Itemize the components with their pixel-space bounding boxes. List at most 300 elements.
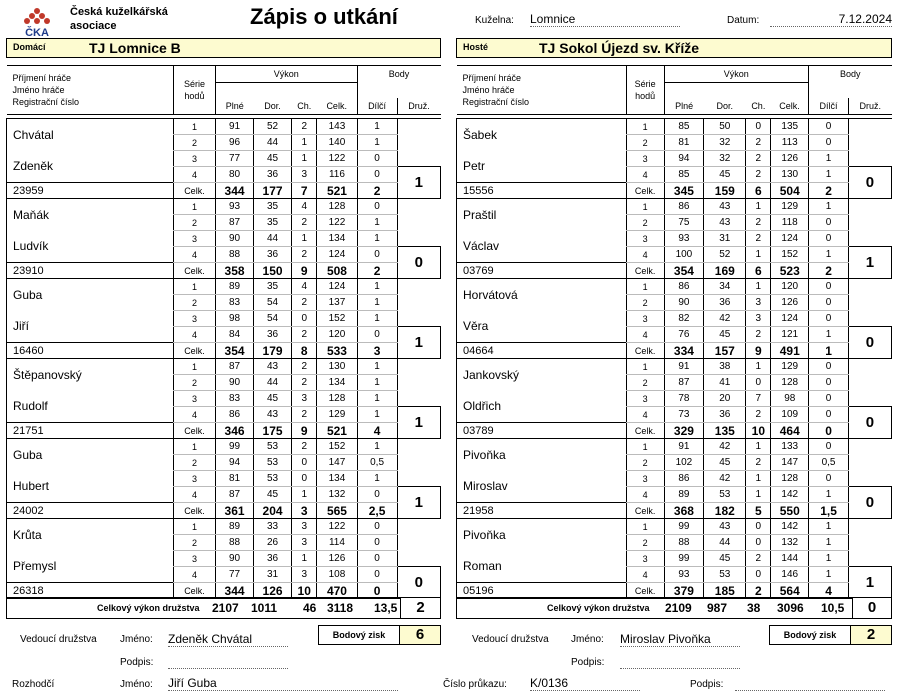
home-col-full: Plné: [216, 98, 254, 114]
away-col-miss: Ch.: [746, 98, 771, 114]
home-gain-label: Bodový zisk: [318, 625, 400, 645]
player-team-points: 1: [848, 567, 891, 599]
total-label: Celk.: [173, 423, 215, 439]
series-value: 128: [317, 199, 357, 215]
player-reg-number: 05196: [457, 583, 627, 599]
series-value: 2: [746, 327, 771, 343]
series-value: 152: [317, 311, 357, 327]
series-value: 44: [254, 375, 292, 391]
series-value: 128: [771, 375, 809, 391]
series-row: [457, 199, 892, 215]
series-value: 132: [317, 487, 357, 503]
player-total-value: 334: [664, 343, 704, 359]
series-points: 1: [809, 167, 849, 183]
away-total-miss: 38: [747, 601, 761, 615]
series-value: 2: [292, 119, 317, 135]
total-label: Celk.: [626, 503, 664, 519]
series-row: [457, 519, 892, 535]
home-gain-value: 6: [399, 625, 441, 645]
player-total-value: 9: [292, 423, 317, 439]
series-value: 114: [317, 535, 357, 551]
away-label: Hosté: [463, 42, 489, 52]
series-value: 0: [746, 119, 771, 135]
series-value: 134: [317, 471, 357, 487]
series-number: 1: [173, 119, 215, 135]
series-number: 2: [173, 135, 215, 151]
series-number: 4: [626, 167, 664, 183]
series-value: 2: [292, 247, 317, 263]
series-value: 87: [216, 359, 254, 375]
player-total-value: 564: [771, 583, 809, 599]
series-value: 50: [704, 119, 746, 135]
player-team-points: 0: [848, 167, 891, 199]
player-total-points: 2: [809, 183, 849, 199]
total-label: Celk.: [173, 343, 215, 359]
series-value: 147: [317, 455, 357, 471]
player-total-row: [7, 503, 441, 519]
series-value: 44: [704, 535, 746, 551]
player-reg-number: 23910: [7, 263, 174, 279]
series-value: 32: [704, 135, 746, 151]
series-row: [7, 311, 441, 327]
series-value: 53: [704, 487, 746, 503]
player-total-points: 4: [809, 583, 849, 599]
away-name-label: Jméno:: [571, 634, 604, 645]
away-team-bar: [456, 38, 892, 58]
series-points: 0: [809, 311, 849, 327]
series-value: 43: [254, 407, 292, 423]
series-value: 2: [746, 551, 771, 567]
series-points: 1: [357, 295, 397, 311]
player-total-points: 2: [357, 263, 397, 279]
series-points: 1: [357, 311, 397, 327]
player-reg-number: 03769: [457, 263, 627, 279]
series-value: 82: [664, 311, 704, 327]
series-number: 1: [173, 439, 215, 455]
player-total-row: [457, 263, 892, 279]
series-points: 1: [357, 375, 397, 391]
series-value: 84: [216, 327, 254, 343]
player-total-row: [7, 423, 441, 439]
series-value: 83: [216, 391, 254, 407]
series-value: 2: [292, 359, 317, 375]
series-row: [7, 119, 441, 135]
home-col-ind: Dílčí: [357, 98, 397, 114]
date-value: 7.12.2024: [770, 12, 892, 27]
player-total-value: 533: [317, 343, 357, 359]
player-firstname: Roman: [457, 551, 627, 583]
series-value: 1: [292, 231, 317, 247]
player-total-value: 354: [216, 343, 254, 359]
series-value: 99: [664, 551, 704, 567]
series-value: 1: [292, 135, 317, 151]
venue-label: Kuželna:: [475, 15, 514, 26]
series-number: 2: [626, 455, 664, 471]
player-team-points: 1: [397, 407, 440, 439]
referee-name-label: Jméno:: [120, 679, 153, 690]
series-value: 3: [746, 295, 771, 311]
away-team-total: [456, 597, 853, 619]
player-firstname: Jiří: [7, 311, 174, 343]
series-row: [7, 519, 441, 535]
series-value: 98: [771, 391, 809, 407]
series-value: 2: [746, 135, 771, 151]
series-value: 44: [254, 135, 292, 151]
series-value: 152: [317, 439, 357, 455]
series-value: 128: [771, 471, 809, 487]
series-value: 36: [254, 167, 292, 183]
organization-name: [70, 5, 168, 33]
series-points: 0: [809, 231, 849, 247]
series-number: 4: [626, 407, 664, 423]
player-total-value: 159: [704, 183, 746, 199]
away-total-full: 2109: [665, 601, 692, 615]
total-label: Celk.: [626, 343, 664, 359]
series-value: 42: [704, 471, 746, 487]
series-value: 45: [704, 551, 746, 567]
player-total-value: 470: [317, 583, 357, 599]
series-value: 89: [216, 279, 254, 295]
player-total-value: 464: [771, 423, 809, 439]
player-surname: Maňák: [7, 199, 174, 231]
series-value: 45: [704, 167, 746, 183]
series-value: 108: [317, 567, 357, 583]
cka-logo: [8, 2, 66, 38]
series-value: 45: [254, 487, 292, 503]
series-number: 4: [173, 247, 215, 263]
series-value: 1: [746, 487, 771, 503]
player-reg-number: 23959: [7, 183, 174, 199]
player-total-value: 2: [746, 583, 771, 599]
series-value: 93: [664, 231, 704, 247]
org-line-2: asociace: [70, 20, 117, 32]
player-team-points: 0: [397, 247, 440, 279]
series-value: 133: [771, 439, 809, 455]
series-points: 0: [809, 375, 849, 391]
series-value: 53: [254, 455, 292, 471]
series-value: 87: [216, 215, 254, 231]
away-team-name: TJ Sokol Újezd sv. Kříže: [539, 40, 700, 56]
player-total-value: 126: [254, 583, 292, 599]
total-label: Celk.: [173, 583, 215, 599]
series-value: 90: [216, 551, 254, 567]
series-value: 38: [704, 359, 746, 375]
series-points: 1: [357, 279, 397, 295]
series-points: 0: [809, 471, 849, 487]
series-value: 43: [704, 519, 746, 535]
player-firstname: Oldřich: [457, 391, 627, 423]
series-value: 36: [254, 327, 292, 343]
series-value: 89: [216, 519, 254, 535]
series-points: 0: [809, 295, 849, 311]
player-total-value: 185: [704, 583, 746, 599]
player-firstname: Přemysl: [7, 551, 174, 583]
series-value: 2: [292, 439, 317, 455]
series-number: 2: [626, 295, 664, 311]
player-total-value: 329: [664, 423, 704, 439]
series-value: 45: [704, 455, 746, 471]
player-total-row: [7, 183, 441, 199]
series-value: 143: [317, 119, 357, 135]
series-value: 129: [317, 407, 357, 423]
series-value: 122: [317, 215, 357, 231]
series-value: 118: [771, 215, 809, 231]
series-value: 77: [216, 567, 254, 583]
home-leader-name: Zdeněk Chvátal: [168, 632, 288, 647]
player-reg-number: 24002: [7, 503, 174, 519]
series-value: 1: [746, 359, 771, 375]
series-number: 1: [626, 359, 664, 375]
away-col-performance: Výkon: [664, 66, 809, 83]
series-number: 4: [626, 567, 664, 583]
away-col-total: Celk.: [771, 98, 809, 114]
series-number: 3: [173, 151, 215, 167]
series-value: 2: [746, 167, 771, 183]
series-value: 126: [317, 551, 357, 567]
series-value: 124: [317, 279, 357, 295]
away-col-full: Plné: [664, 98, 704, 114]
series-points: 0: [809, 439, 849, 455]
card-value: K/0136: [530, 676, 640, 691]
home-total-full: 2107: [212, 601, 239, 615]
player-surname: Horvátová: [457, 279, 627, 311]
series-number: 1: [173, 519, 215, 535]
series-value: 78: [664, 391, 704, 407]
series-number: 3: [173, 391, 215, 407]
series-points: 0: [357, 327, 397, 343]
player-total-value: 5: [746, 503, 771, 519]
player-total-value: 204: [254, 503, 292, 519]
referee-name: Jiří Guba: [168, 676, 398, 691]
series-value: 99: [664, 519, 704, 535]
player-reg-number: 03789: [457, 423, 627, 439]
player-total-value: 358: [216, 263, 254, 279]
series-points: 1: [357, 439, 397, 455]
player-total-row: [7, 263, 441, 279]
series-number: 4: [173, 327, 215, 343]
player-team-points: 1: [848, 247, 891, 279]
home-sign-label: Podpis:: [120, 657, 154, 668]
series-number: 3: [173, 551, 215, 567]
player-firstname: Ludvík: [7, 231, 174, 263]
player-total-value: 7: [292, 183, 317, 199]
series-points: 1: [357, 135, 397, 151]
series-value: 80: [216, 167, 254, 183]
series-number: 2: [173, 375, 215, 391]
player-firstname: Hubert: [7, 471, 174, 503]
series-value: 122: [317, 151, 357, 167]
player-total-value: 521: [317, 183, 357, 199]
series-value: 0: [292, 471, 317, 487]
series-points: 0: [809, 407, 849, 423]
player-total-value: 346: [216, 423, 254, 439]
away-col-series: Série hodů: [626, 66, 664, 115]
series-value: 1: [746, 247, 771, 263]
player-team-points: 0: [848, 407, 891, 439]
total-label: Celk.: [173, 503, 215, 519]
series-points: 1: [809, 567, 849, 583]
away-total-team-pts: 0: [852, 597, 892, 619]
series-number: 3: [626, 551, 664, 567]
player-reg-number: 04664: [457, 343, 627, 359]
series-points: 1: [809, 487, 849, 503]
series-row: [457, 359, 892, 375]
player-team-points: 0: [397, 567, 440, 599]
player-total-value: 9: [746, 343, 771, 359]
player-surname: Guba: [7, 279, 174, 311]
series-value: 52: [254, 119, 292, 135]
series-row: [457, 391, 892, 407]
player-total-value: 550: [771, 503, 809, 519]
player-total-value: 135: [704, 423, 746, 439]
player-total-value: 491: [771, 343, 809, 359]
series-value: 124: [771, 311, 809, 327]
series-value: 147: [771, 455, 809, 471]
series-points: 1: [809, 535, 849, 551]
player-surname: Pivoňka: [457, 519, 627, 551]
series-value: 1: [292, 151, 317, 167]
series-row: [7, 279, 441, 295]
series-value: 100: [664, 247, 704, 263]
player-total-value: 508: [317, 263, 357, 279]
series-value: 45: [254, 391, 292, 407]
series-value: 142: [771, 487, 809, 503]
home-total-clear: 1011: [251, 601, 278, 615]
series-value: 96: [216, 135, 254, 151]
home-team-bar: [6, 38, 441, 58]
series-points: 1: [809, 199, 849, 215]
player-total-value: 10: [746, 423, 771, 439]
player-total-value: 8: [292, 343, 317, 359]
player-firstname: Věra: [457, 311, 627, 343]
player-surname: Jankovský: [457, 359, 627, 391]
series-value: 3: [746, 311, 771, 327]
series-value: 2: [292, 327, 317, 343]
series-points: 0: [357, 199, 397, 215]
series-value: 89: [664, 487, 704, 503]
series-value: 2: [746, 455, 771, 471]
series-value: 142: [771, 519, 809, 535]
player-total-value: 345: [664, 183, 704, 199]
series-value: 1: [292, 551, 317, 567]
player-total-value: 523: [771, 263, 809, 279]
series-value: 124: [317, 247, 357, 263]
home-total-miss: 46: [303, 601, 317, 615]
player-total-value: 6: [746, 183, 771, 199]
series-number: 3: [626, 471, 664, 487]
series-value: 35: [254, 199, 292, 215]
player-total-value: 182: [704, 503, 746, 519]
series-value: 91: [664, 439, 704, 455]
series-value: 75: [664, 215, 704, 231]
series-value: 77: [216, 151, 254, 167]
player-surname: Krůta: [7, 519, 174, 551]
away-gain-label: Bodový zisk: [769, 625, 851, 645]
series-number: 2: [173, 295, 215, 311]
series-value: 34: [704, 279, 746, 295]
series-value: 4: [292, 199, 317, 215]
series-number: 1: [626, 199, 664, 215]
away-leader-label: Vedoucí družstva: [472, 634, 549, 645]
player-total-row: [457, 503, 892, 519]
series-value: 0: [746, 535, 771, 551]
series-value: 1: [746, 471, 771, 487]
series-number: 3: [626, 151, 664, 167]
series-value: 88: [664, 535, 704, 551]
total-label: Celk.: [173, 263, 215, 279]
series-row: [7, 151, 441, 167]
series-points: 0: [357, 567, 397, 583]
series-value: 42: [704, 311, 746, 327]
home-total-label: Celkový výkon družstva: [97, 603, 200, 613]
series-points: 0,5: [357, 455, 397, 471]
series-number: 3: [626, 231, 664, 247]
org-line-1: Česká kuželkářská: [70, 6, 168, 18]
series-row: [457, 439, 892, 455]
series-points: 1: [357, 215, 397, 231]
series-value: 53: [704, 567, 746, 583]
series-value: 134: [317, 375, 357, 391]
player-total-value: 177: [254, 183, 292, 199]
player-firstname: Václav: [457, 231, 627, 263]
series-value: 43: [704, 215, 746, 231]
series-value: 36: [254, 247, 292, 263]
series-value: 0: [292, 311, 317, 327]
series-number: 2: [173, 215, 215, 231]
player-firstname: Rudolf: [7, 391, 174, 423]
series-points: 0: [357, 151, 397, 167]
series-value: 126: [771, 151, 809, 167]
home-leader-label: Vedoucí družstva: [20, 634, 97, 645]
player-total-value: 379: [664, 583, 704, 599]
series-value: 1: [746, 199, 771, 215]
series-number: 3: [626, 311, 664, 327]
series-value: 83: [216, 295, 254, 311]
series-row: [7, 199, 441, 215]
home-col-clear: Dor.: [254, 98, 292, 114]
series-points: 1: [357, 407, 397, 423]
series-value: 109: [771, 407, 809, 423]
series-value: 7: [746, 391, 771, 407]
player-total-value: 361: [216, 503, 254, 519]
series-value: 33: [254, 519, 292, 535]
series-value: 86: [664, 471, 704, 487]
away-leader-name: Miroslav Pivoňka: [620, 632, 740, 647]
series-value: 124: [771, 231, 809, 247]
series-value: 2: [292, 215, 317, 231]
series-points: 1: [809, 519, 849, 535]
away-col-clear: Dor.: [704, 98, 746, 114]
series-points: 0,5: [809, 455, 849, 471]
player-surname: Guba: [7, 439, 174, 471]
series-points: 0: [809, 279, 849, 295]
series-value: 129: [771, 199, 809, 215]
series-value: 36: [704, 407, 746, 423]
date-label: Datum:: [727, 15, 760, 26]
series-row: [457, 471, 892, 487]
player-total-points: 4: [357, 423, 397, 439]
series-value: 0: [292, 455, 317, 471]
player-surname: Šabek: [457, 119, 627, 151]
player-total-points: 0: [357, 583, 397, 599]
series-value: 90: [664, 295, 704, 311]
series-number: 4: [173, 567, 215, 583]
series-value: 87: [216, 487, 254, 503]
series-value: 86: [664, 279, 704, 295]
series-value: 129: [771, 359, 809, 375]
series-number: 3: [173, 471, 215, 487]
player-total-value: 368: [664, 503, 704, 519]
